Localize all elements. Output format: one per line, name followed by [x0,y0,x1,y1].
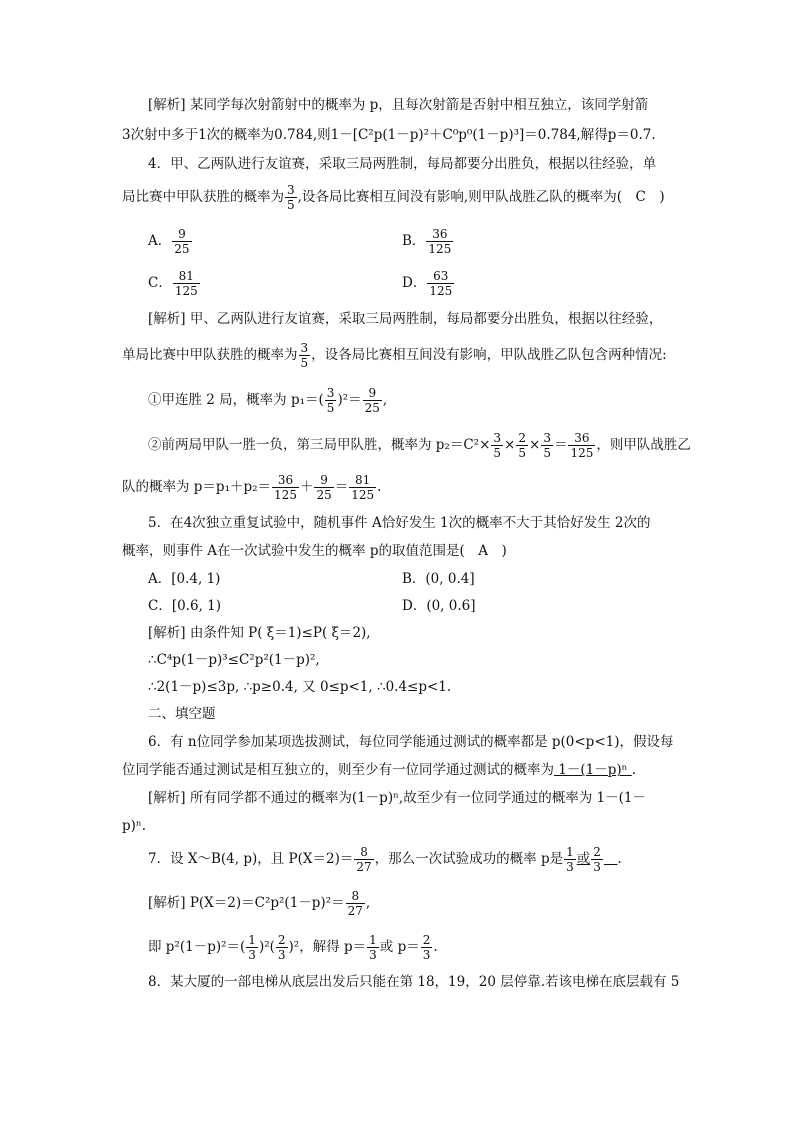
option-d: D． $\frac{63}{125}$ [402,269,453,298]
option-a: A．[0.4, 1) [148,571,221,587]
option-b: B．(0, 0.4] [402,571,475,587]
solution-7-line: 即 p²(1－p)²＝( $\frac{1}{3}$ )²( $\frac{2}{3}$ )²，解得 p＝ $\frac{1}{3}$ 或 p＝ $\frac{2}{3}$ . [148,933,438,962]
solution-4-line: 单局比赛中甲队获胜的概率为 $\frac{3}{5}$ ，设各局比赛相互间没有影响，甲队战胜乙队包含两种情况: [122,341,667,370]
solution-line: 3次射中多于1次的概率为0.784,则1－[C²p(1－p)²＋C⁰p⁰(1－p)³]＝0.784,解得p＝0.7. [122,127,656,143]
option-b: B． $\frac{36}{125}$ [402,227,452,256]
option-c: C． $\frac{81}{125}$ [148,269,198,298]
option-a: A． $\frac{9}{25}$ [148,227,190,256]
question-6-line: 6．有 n位同学参加某项选拔测试，每位同学能通过测试的概率都是 p(0<p<1)，假设每 [148,734,674,750]
question-4-line: 局比赛中甲队获胜的概率为 $\frac{3}{5}$ ,设各局比赛相互间没有影响,则甲队战胜乙队的概率为( C ) [122,183,665,212]
question-5-line: 5．在4次独立重复试验中，随机事件 A恰好发生 1次的概率不大于其恰好发生 2次的 [148,515,651,531]
question-6-line: 位同学能否通过测试是相互独立的，则至少有一位同学通过测试的概率为 1－(1－p)ⁿ . [122,762,637,778]
question-7-line: 7．设 X～B(4, p)，且 P(X＝2)＝ $\frac{8}{27}$ ，那么一次试验成功的概率 p是 $\frac{1}{3}$ 或 $\frac{2}{3}$ . [148,845,622,874]
answer-blank: 1－(1－p)ⁿ [554,762,632,778]
solution-5-line: ∴C⁴p(1－p)³≤C²p²(1－p)², [148,652,320,668]
fraction: $\frac{3}{5}$ [287,183,295,212]
solution-4-line: ①甲连胜 2 局，概率为 p₁＝( $\frac{3}{5}$ )²＝ $\frac{9}{25}$ , [148,386,388,415]
solution-4-line: 队的概率为 p＝p₁＋p₂＝ $\frac{36}{125}$ ＋ $\frac{9}{25}$ ＝ $\frac{81}{125}$ . [122,473,382,502]
option-d: D．(0, 0.6] [402,598,476,614]
question-8-line: 8．某大厦的一部电梯从底层出发后只能在第 18，19，20 层停靠.若该电梯在底层载有 5 [148,974,680,990]
solution-5-line: ∴2(1－p)≤3p, ∴p≥0.4, 又 0≤p<1, ∴0.4≤p<1. [148,679,452,695]
solution-4-line: [解析] 甲、乙两队进行友谊赛，采取三局两胜制，每局都要分出胜负，根据以往经验， [148,311,663,327]
solution-7-line: [解析] P(X＝2)＝C²p²(1－p)²＝ $\frac{8}{27}$ , [148,889,371,918]
option-c: C．[0.6, 1) [148,598,222,614]
section-heading: 二、填空题 [148,706,216,722]
question-4-line: 4．甲、乙两队进行友谊赛，采取三局两胜制，每局都要分出胜负，根据以往经验，单 [148,156,657,172]
solution-6-line: p)ⁿ. [122,818,147,834]
solution-line: [解析] 某同学每次射箭射中的概率为 p，且每次射箭是否射中相互独立，该同学射箭 [148,97,649,113]
solution-6-line: [解析] 所有同学都不通过的概率为(1－p)ⁿ,故至少有一位同学通过的概率为 1－(1－ [148,790,646,806]
solution-4-line: ②前两局甲队一胜一负，第三局甲队胜，概率为 p₂＝C²× $\frac{3}{5}$ × $\frac{2}{5}$ × $\frac{3}{5}$ ＝ $\frac{36}{125}$ ，则甲队战胜乙 [148,431,691,460]
question-5-line: 概率，则事件 A在一次试验中发生的概率 p的取值范围是( A ) [122,543,507,559]
answer-blank: $\frac{1}{3}$ 或 $\frac{2}{3}$ [566,845,601,874]
solution-5-line: [解析] 由条件知 P( ξ＝1)≤P( ξ＝2), [148,625,371,641]
